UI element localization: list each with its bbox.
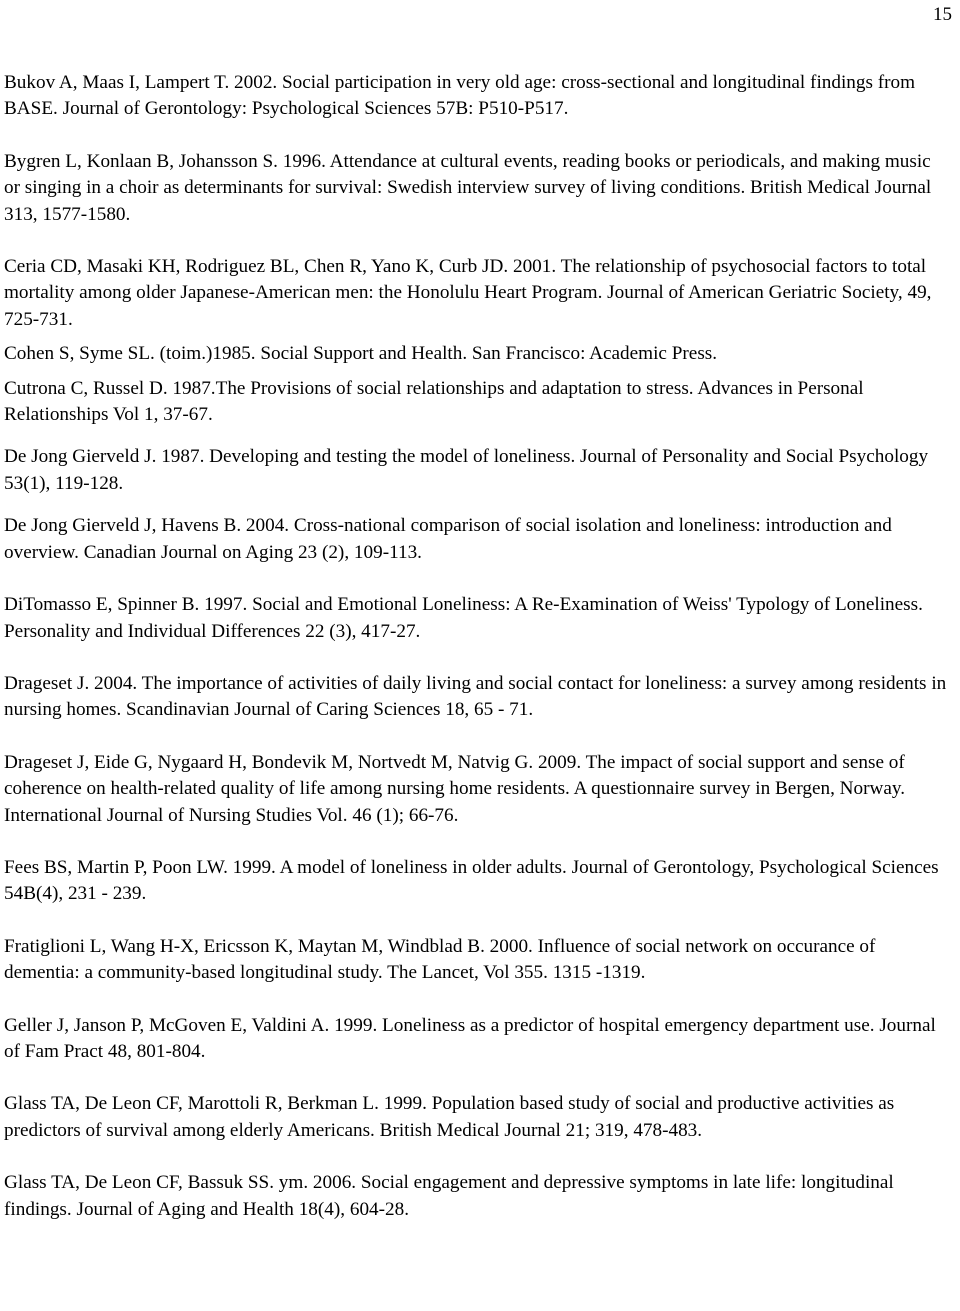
reference-item-bukov: Bukov A, Maas I, Lampert T. 2002. Social participation in very old age: cross-sectional and longitudinal findings from BASE. Journal of Gerontology: Psychological Sciences 57B: P510-P517. [4, 72, 916, 120]
reference-item-drageset-2009: Drageset J, Eide G, Nygaard H, Bondevik M, Nortvedt M, Natvig G. 2009. The impact of social support and sense of coherence on health-related quality of life among nursing home residents. A questionnaire survey in Bergen, Norway. International Journal of Nursing Studies Vol. 46 (1); 66-76. [4, 751, 906, 826]
reference-item-ditomasso: DiTomasso E, Spinner B. 1997. Social and Emotional Loneliness: A Re-Examination of Weiss' Typology of Loneliness. Personality and Individual Differences 22 (3), 417-27. [4, 594, 923, 642]
reference-item-glass-2006: Glass TA, De Leon CF, Bassuk SS. ym. 2006. Social engagement and depressive symptoms in late life: longitudinal findings. Journal of Aging and Health 18(4), 604-28. [4, 1172, 894, 1220]
reference-item-ceria: Ceria CD, Masaki KH, Rodriguez BL, Chen R, Yano K, Curb JD. 2001. The relationship of psychosocial factors to total mortality among older Japanese-American men: the Honolulu Heart Program. Journal of American Geriatric Society, 49, 725-731. [4, 256, 932, 330]
page-number: 15 [933, 4, 952, 25]
reference-item-fees: Fees BS, Martin P, Poon LW. 1999. A model of loneliness in older adults. Journal of Gerontology, Psychological Sciences 54B(4), 231 - 239. [4, 856, 939, 905]
reference-item-bygren: Bygren L, Konlaan B, Johansson S. 1996. Attendance at cultural events, reading books or periodicals, and making music or singing in a choir as determinants for survival: Swedish interview survey of living conditions. British Medical Journal 313, 1577-1580. [4, 150, 932, 225]
reference-item-drageset-2004: Drageset J. 2004. The importance of activities of daily living and social contact for loneliness: a survey among residents in nursing homes. Scandinavian Journal of Caring Sciences 18, 65 - 71. [4, 672, 947, 721]
reference-item-cohen: Cohen S, Syme SL. (toim.)1985. Social Support and Health. San Francisco: Academic Press. [4, 343, 718, 365]
reference-item-fratiglioni: Fratiglioni L, Wang H-X, Ericsson K, Maytan M, Windblad B. 2000. Influence of social network on occurance of dementia: a community-based longitudinal study. The Lancet, Vol 355. 1315 -1319. [4, 935, 876, 984]
reference-item-glass-1999: Glass TA, De Leon CF, Marottoli R, Berkman L. 1999. Population based study of social and productive activities as predictors of survival among elderly Americans. British Medical Journal 21; 319, 478-483. [4, 1093, 895, 1141]
reference-item-geller: Geller J, Janson P, McGoven E, Valdini A. 1999. Loneliness as a predictor of hospital emergency department use. Journal of Fam Pract 48, 801-804. [4, 1014, 936, 1062]
reference-list [4, 70, 948, 1223]
reference-item-dejong-1987: De Jong Gierveld J. 1987. Developing and testing the model of loneliness. Journal of Personality and Social Psychology 53(1), 119-128. [4, 446, 929, 494]
reference-item-cutrona: Cutrona C, Russel D. 1987.The Provisions of social relationships and adaptation to stress. Advances in Personal Relationships Vol 1, 37-67. [4, 377, 864, 426]
reference-item-dejong-2004: De Jong Gierveld J, Havens B. 2004. Cross-national comparison of social isolation and loneliness: introduction and overview. Canadian Journal on Aging 23 (2), 109-113. [4, 515, 892, 563]
